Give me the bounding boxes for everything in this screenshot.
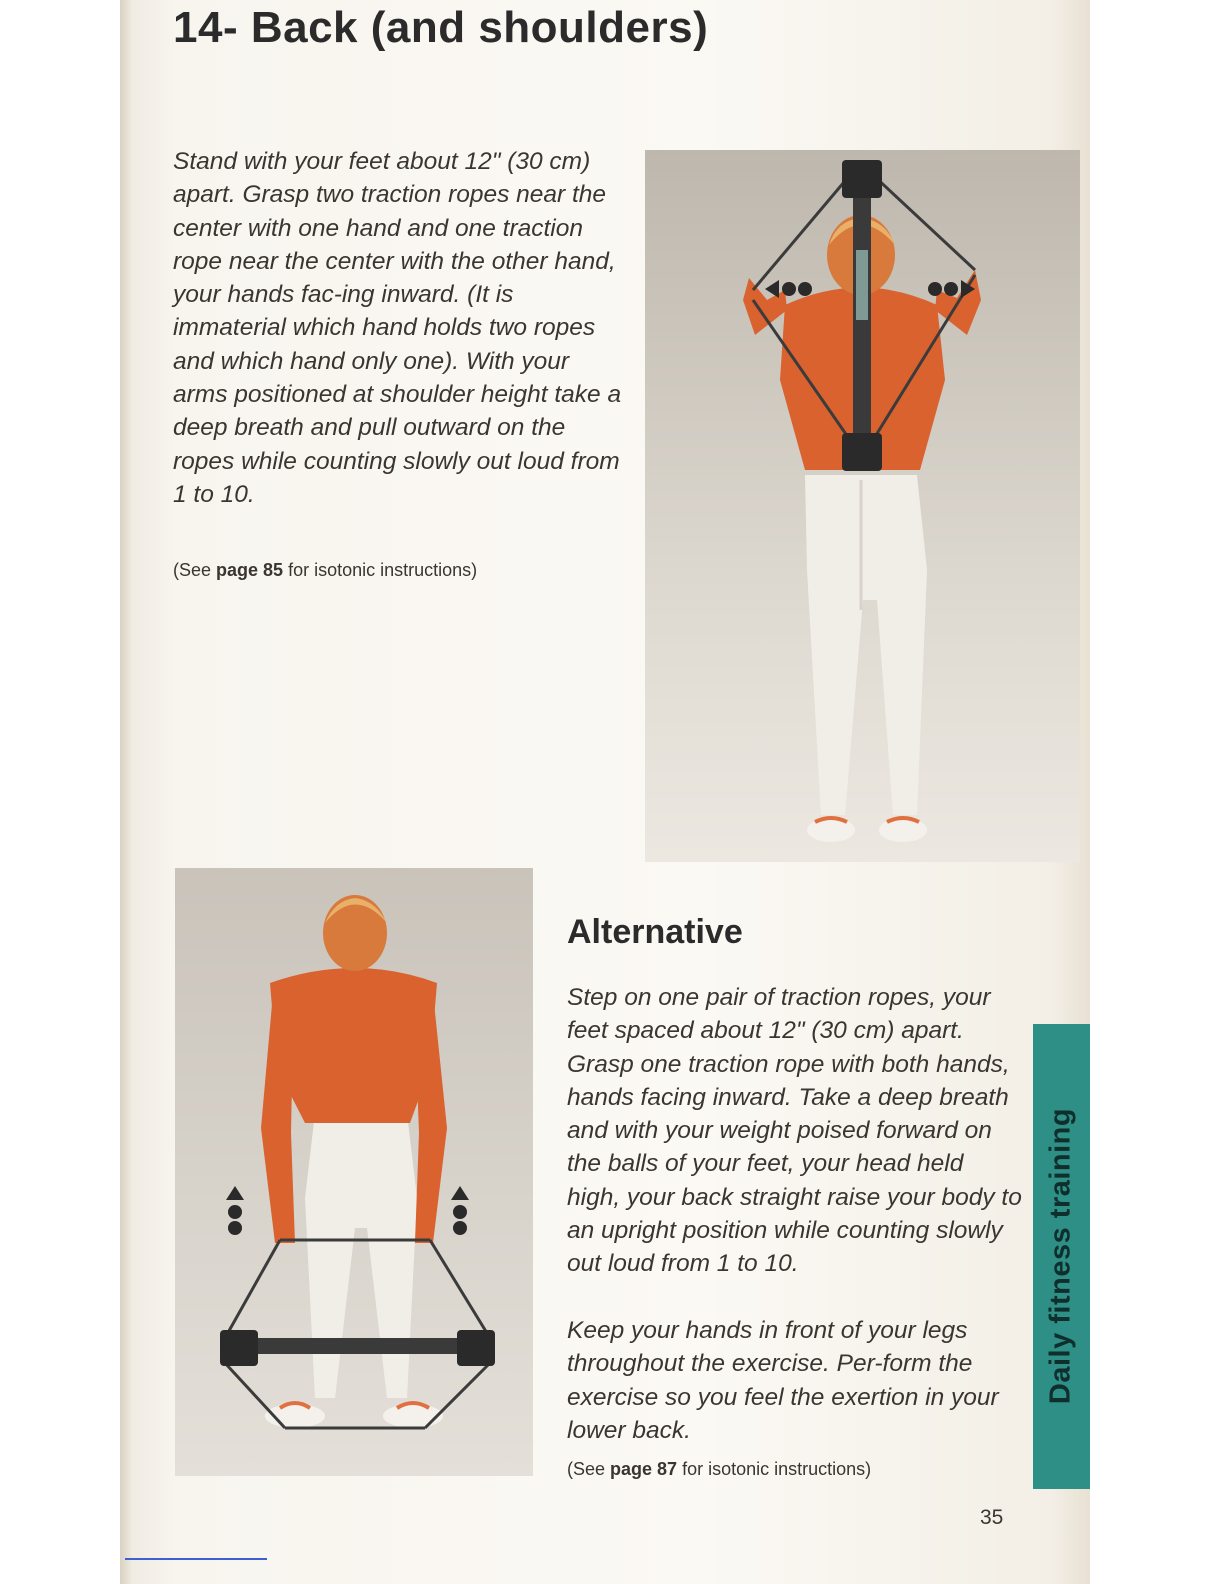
isotonic-reference: (See page 85 for isotonic instructions) xyxy=(173,560,478,580)
footer-rule xyxy=(125,1558,267,1560)
page-reference-alt: page 87 xyxy=(610,1459,678,1479)
alternative-text: Step on one pair of traction ropes, your feet spaced about 12" (30 cm) apart. Grasp one traction rope with both hands, hands facing inward. Take a deep breath and with your weight poised forward on the balls of your feet, your head held high, your back straight raise your body to an upright position while counting slowly out loud from 1 to 10. xyxy=(567,984,1022,1278)
photo-alternative-exercise xyxy=(175,868,533,1476)
alternative-heading: Alternative xyxy=(567,913,743,951)
photo-back-exercise xyxy=(645,150,1080,862)
page-number: 35 xyxy=(980,1506,1004,1529)
page-reference: page 85 xyxy=(216,560,284,580)
alternative-text-2: Keep your hands in front of your legs throughout the exercise. Per-form the exercise so you feel the exertion in your lower back. xyxy=(567,1317,999,1444)
page-edge-shadow xyxy=(120,0,134,1584)
instruction-text: Stand with your feet about 12" (30 cm) apart. Grasp two traction ropes near the center with one hand and one traction rope near the center with the other hand, your hands fac-ing inward. (It is immaterial which hand holds two ropes and which hand only one). With your arms positioned at shoulder height take a deep breath and pull outward on the ropes while counting slowly out loud from 1 to 10. xyxy=(173,148,622,508)
alternative-isotonic-reference: (See page 87 for isotonic instructions) xyxy=(567,1459,872,1479)
page-title: 14- Back (and shoulders) xyxy=(173,3,709,52)
side-tab-label: Daily fitness training xyxy=(1044,1107,1077,1405)
